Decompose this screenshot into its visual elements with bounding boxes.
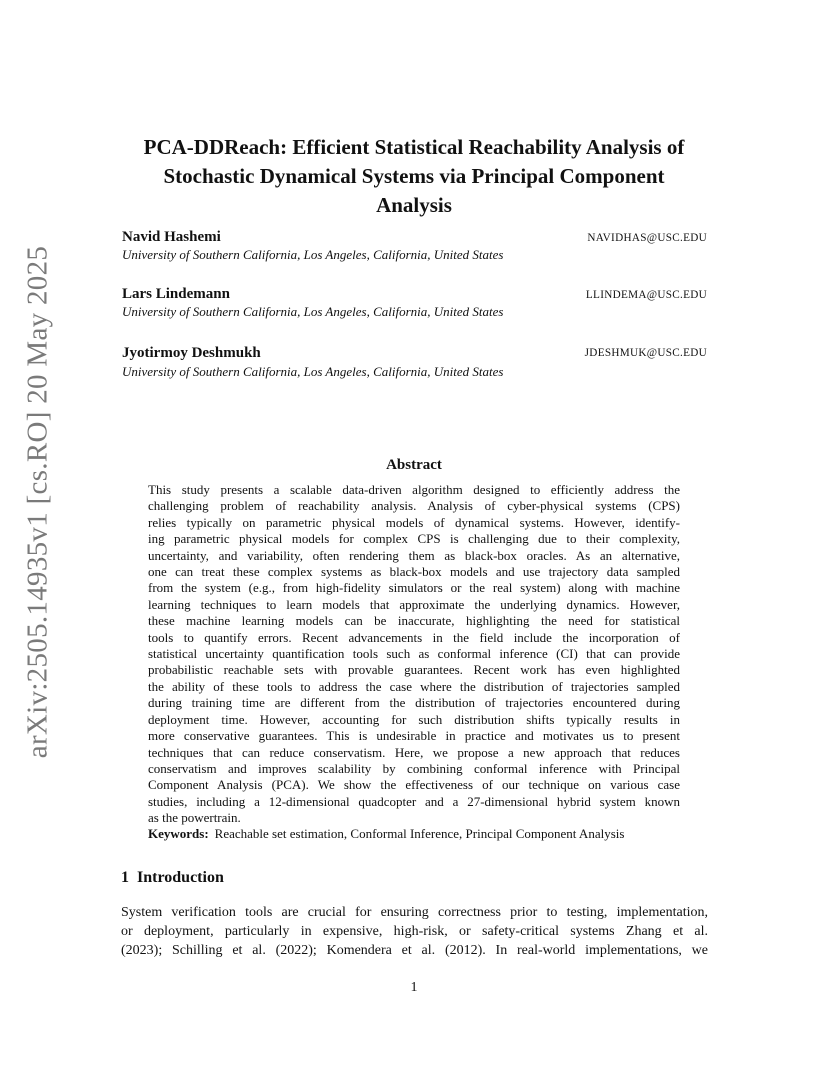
abstract-line: Component Analysis (PCA). We show the effectiveness of our technique on various case (148, 777, 680, 793)
abstract-line: ing parametric physical models for complex CPS is challenging due to their complexity, (148, 531, 680, 547)
author-affiliation: University of Southern California, Los Angeles, California, United States (122, 304, 504, 319)
abstract-line: as the powertrain. (148, 810, 241, 826)
author-name: Lars Lindemann (122, 286, 230, 302)
author-affiliation: University of Southern California, Los Angeles, California, United States (122, 247, 504, 262)
title-line: Stochastic Dynamical Systems via Principal Component (163, 164, 665, 188)
abstract-line: studies, including a 12-dimensional quadcopter and a 27-dimensional hybrid system known (148, 793, 680, 809)
abstract-line: during training time are different from the distribution of trajectories encountered during (148, 695, 680, 711)
abstract-line: deployment time. However, accounting for such distribution shifts typically results in (148, 711, 680, 727)
abstract-line: statistical uncertainty quantification tools such as conformal inference (CI) that can provide (148, 646, 680, 662)
author-email: LLINDEMA@USC.EDU (585, 289, 707, 301)
author-email: JDESHMUK@USC.EDU (584, 347, 707, 359)
abstract-line: techniques that can reduce conservatism. Here, we propose a new approach that reduces (148, 744, 680, 760)
author-name: Jyotirmoy Deshmukh (122, 345, 261, 361)
page-number: 1 (410, 980, 418, 995)
abstract-line: the ability of these tools to address the case where the distribution of trajectories sampled (148, 678, 680, 694)
abstract-line: one can treat these complex systems as black-box models and use trajectory data sampled (148, 564, 680, 580)
abstract-line: conservatism and improves scalability by combining conformal inference with Principal (148, 760, 680, 776)
abstract-line: more conservative guarantees. This is undesirable in practice and motivates us to present (148, 728, 680, 744)
intro-line: (2023); Schilling et al. (2022); Komendera et al. (2012). In real-world implementations, we (121, 943, 708, 958)
section-title: Introduction (137, 869, 224, 886)
section-number: 1 (121, 869, 129, 886)
author-email: NAVIDHAS@USC.EDU (587, 232, 707, 244)
abstract-line: challenging problem of reachability analysis. Analysis of cyber-physical systems (CPS) (148, 498, 680, 514)
author-name: Navid Hashemi (122, 229, 221, 245)
paper-title (110, 133, 718, 220)
intro-line: or deployment, particularly in expensive, high-risk, or safety-critical systems Zhang et al. (121, 924, 708, 939)
abstract-line: uncertainty, and variability, often rendering them as black-box oracles. As an alternative, (148, 547, 680, 563)
section-heading (121, 869, 224, 887)
keywords-label: Keywords: (148, 826, 209, 841)
abstract-line: tools to quantify errors. Recent advancements in the field include the incorporation of (148, 629, 680, 645)
abstract-line: from the system (e.g., from high-fidelity simulators or the real system) along with machine (148, 580, 680, 596)
abstract-heading: Abstract (386, 457, 442, 473)
intro-line: System verification tools are crucial for ensuring correctness prior to testing, implementation, (121, 905, 708, 920)
arxiv-identifier: arXiv:2505.14935v1 [cs.RO] 20 May 2025 (21, 245, 54, 759)
introduction-body (121, 903, 708, 960)
abstract-line: these machine learning models can be inaccurate, highlighting the need for statistical (148, 613, 680, 629)
title-line: Analysis (376, 193, 452, 217)
keywords-text: Reachable set estimation, Conformal Inference, Principal Component Analysis (214, 826, 625, 841)
abstract-line: learning techniques to learn models that approximate the underlying dynamics. However, (148, 596, 680, 612)
abstract-line: This study presents a scalable data-driven algorithm designed to efficiently address the (148, 482, 680, 497)
abstract-body (148, 482, 680, 827)
abstract-line: probabilistic reachable sets with provable guarantees. Recent work has even highlighted (148, 662, 680, 678)
author-affiliation: University of Southern California, Los Angeles, California, United States (122, 364, 504, 379)
title-line: PCA-DDReach: Efficient Statistical Reachability Analysis of (143, 135, 685, 159)
keywords (148, 826, 688, 842)
abstract-line: relies typically on parametric physical models of dynamical systems. However, identify- (148, 514, 680, 530)
